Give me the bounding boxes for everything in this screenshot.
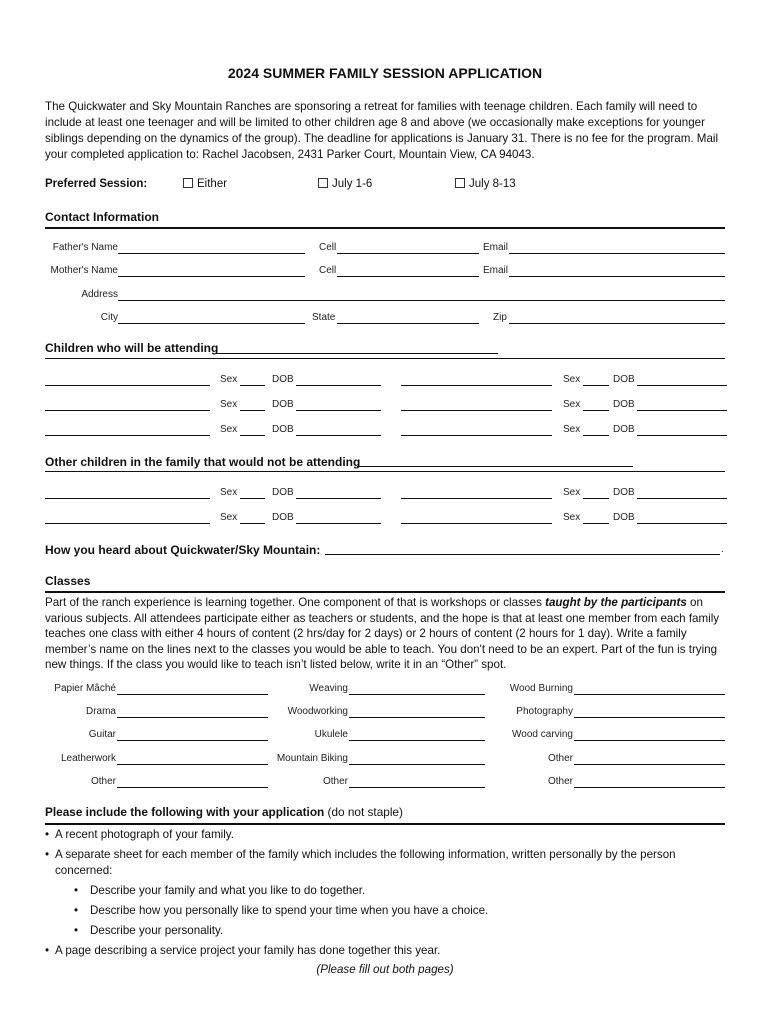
address-label: Address [81,289,118,300]
sex-label: Sex [563,374,581,385]
checkbox-icon[interactable] [183,178,193,188]
bullet-icon: • [45,828,50,841]
dob-label: DOB [272,424,294,435]
list-item: • A recent photograph of your family. [45,828,234,841]
dob-field[interactable] [637,399,727,411]
class-teacher-field[interactable] [574,776,725,788]
children-attending-field[interactable] [216,342,498,354]
section-divider [45,358,725,359]
dob-label: DOB [613,512,635,523]
heard-about-field[interactable] [325,543,720,555]
sex-field[interactable] [240,424,265,436]
class-label: Photography [516,706,573,717]
sex-label: Sex [220,512,238,523]
section-divider [45,227,725,229]
mother-cell-label: Cell [319,265,337,276]
class-teacher-field[interactable] [574,706,725,718]
mothers-name-field[interactable] [118,265,305,277]
session-option-either[interactable]: Either [183,178,227,190]
sex-label: Sex [563,487,581,498]
father-email-label: Email [483,242,509,253]
father-cell-field[interactable] [337,242,479,254]
mothers-name-label: Mother's Name [50,265,118,276]
sex-label: Sex [220,487,238,498]
dob-label: DOB [272,487,294,498]
checkbox-icon[interactable] [318,178,328,188]
dob-field[interactable] [296,374,381,386]
list-item: • Describe your personality. [74,924,224,937]
other-children-field[interactable] [357,455,633,467]
dob-label: DOB [613,424,635,435]
bullet-icon: • [45,848,50,861]
father-email-field[interactable] [509,242,725,254]
other-children-heading: Other children in the family that would not be attending [45,455,361,469]
zip-field[interactable] [509,312,725,324]
child-name-field[interactable] [401,487,552,499]
checkbox-icon[interactable] [455,178,465,188]
heard-about-label: How you heard about Quickwater/Sky Mountain: [45,543,321,557]
child-name-field[interactable] [45,374,210,386]
dob-label: DOB [613,487,635,498]
sex-field[interactable] [583,374,609,386]
dob-field[interactable] [296,512,381,524]
child-name-field[interactable] [401,424,552,436]
list-item: • A page describing a service project your family has done together this year. [45,944,441,957]
class-label: Other [547,753,573,764]
mother-email-label: Email [483,265,509,276]
children-attending-heading: Children who will be attending [45,341,219,355]
dob-label: DOB [613,374,635,385]
classes-heading: Classes [45,574,91,588]
class-label: Weaving [309,683,348,694]
child-name-field[interactable] [45,399,210,411]
class-label: Wood carving [512,729,573,740]
section-divider [45,471,725,472]
class-teacher-field[interactable] [574,683,725,695]
list-item: • Describe how you personally like to spend your time when you have a choice. [74,904,489,917]
bullet-icon: • [45,944,50,957]
class-label: Ukulele [314,729,348,740]
address-field[interactable] [118,289,725,301]
child-name-field[interactable] [401,512,552,524]
class-label: Papier Mâché [54,683,116,694]
dob-field[interactable] [296,424,381,436]
sex-label: Sex [220,424,238,435]
class-label: Wood Burning [509,683,573,694]
dob-field[interactable] [637,512,727,524]
sex-field[interactable] [583,487,609,499]
dob-label: DOB [613,399,635,410]
sex-field[interactable] [240,487,265,499]
father-cell-label: Cell [319,242,337,253]
list-item: • Describe your family and what you like to do together. [74,884,366,897]
dob-field[interactable] [637,374,727,386]
sex-field[interactable] [240,374,265,386]
class-label: Leatherwork [60,753,116,764]
class-label: Other [90,776,116,787]
child-name-field[interactable] [45,424,210,436]
dob-field[interactable] [637,487,727,499]
mother-email-field[interactable] [509,265,725,277]
bullet-icon: • [74,924,79,937]
state-field[interactable] [337,312,479,324]
emphasis-text: taught by the participants [545,596,687,609]
child-name-field[interactable] [401,399,552,411]
fathers-name-label: Father's Name [52,242,118,253]
child-name-field[interactable] [401,374,552,386]
preferred-session-label: Preferred Session: [45,178,148,190]
sex-field[interactable] [583,399,609,411]
dob-field[interactable] [296,399,381,411]
sex-field[interactable] [583,512,609,524]
fathers-name-field[interactable] [118,242,305,254]
class-label: Guitar [88,729,116,740]
class-teacher-field[interactable] [574,753,725,765]
dob-field[interactable] [296,487,381,499]
session-option-july-8-13[interactable]: July 8-13 [455,178,516,190]
bullet-icon: • [74,904,79,917]
bullet-icon: • [74,884,79,897]
class-label: Other [322,776,348,787]
sex-field[interactable] [240,399,265,411]
sex-label: Sex [220,399,238,410]
footer-note: (Please fill out both pages) [316,963,454,976]
section-divider [45,591,725,593]
sex-label: Sex [563,424,581,435]
include-list [45,827,725,959]
class-label: Other [547,776,573,787]
intro-paragraph: The Quickwater and Sky Mountain Ranches are sponsoring a retreat for families with teenage children. Each family will need to include at least one teenager and will be limited to other children age 8 and above (we occasionally make exceptions for younger siblings depending on the dynamics of the group). The deadline for applications is January 31. There is no fee for the program. Mail your completed application to: Rachel Jacobsen, 2431 Parker Court, Mountain View, CA 94043. [45,100,719,161]
child-name-field[interactable] [45,487,210,499]
class-label: Drama [85,706,116,717]
state-label: State [312,312,336,323]
session-option-july-1-6[interactable]: July 1-6 [318,178,372,190]
section-divider [45,823,725,825]
dob-field[interactable] [637,424,727,436]
include-heading: Please include the following with your application (do not staple) [45,805,403,819]
page-title: 2024 SUMMER FAMILY SESSION APPLICATION [227,65,543,81]
list-item: • A separate sheet for each member of the family which includes the following information, written personally by the person concerned: [45,848,676,877]
class-label: Mountain Biking [276,753,348,764]
heard-about-period: . [721,544,724,555]
classes-paragraph: Part of the ranch experience is learning together. One component of that is workshops or classes taught by the participants on various subjects. All attendees participate either as teachers or students, and the hope is that at least one member from each family teaches one class with either 4 hours of content (2 hrs/day for 2 days) or 2 hours of content (2 hours for 1 day). Write a family member’s name on the lines next to the classes you would be able to teach. You don't need to be an expert. Part of the fun is trying new things. If the class you would like to teach isn’t listed below, write it in an “Other” spot. [45,596,720,671]
class-label: Woodworking [287,706,348,717]
zip-label: Zip [493,312,507,323]
sex-label: Sex [220,374,238,385]
city-label: City [100,312,118,323]
mother-cell-field[interactable] [337,265,479,277]
dob-label: DOB [272,399,294,410]
sex-label: Sex [563,512,581,523]
contact-heading: Contact Information [45,210,159,224]
dob-label: DOB [272,374,294,385]
sex-label: Sex [563,399,581,410]
class-teacher-field[interactable] [574,729,725,741]
sex-field[interactable] [240,512,265,524]
dob-label: DOB [272,512,294,523]
city-field[interactable] [118,312,305,324]
sex-field[interactable] [583,424,609,436]
child-name-field[interactable] [45,512,210,524]
